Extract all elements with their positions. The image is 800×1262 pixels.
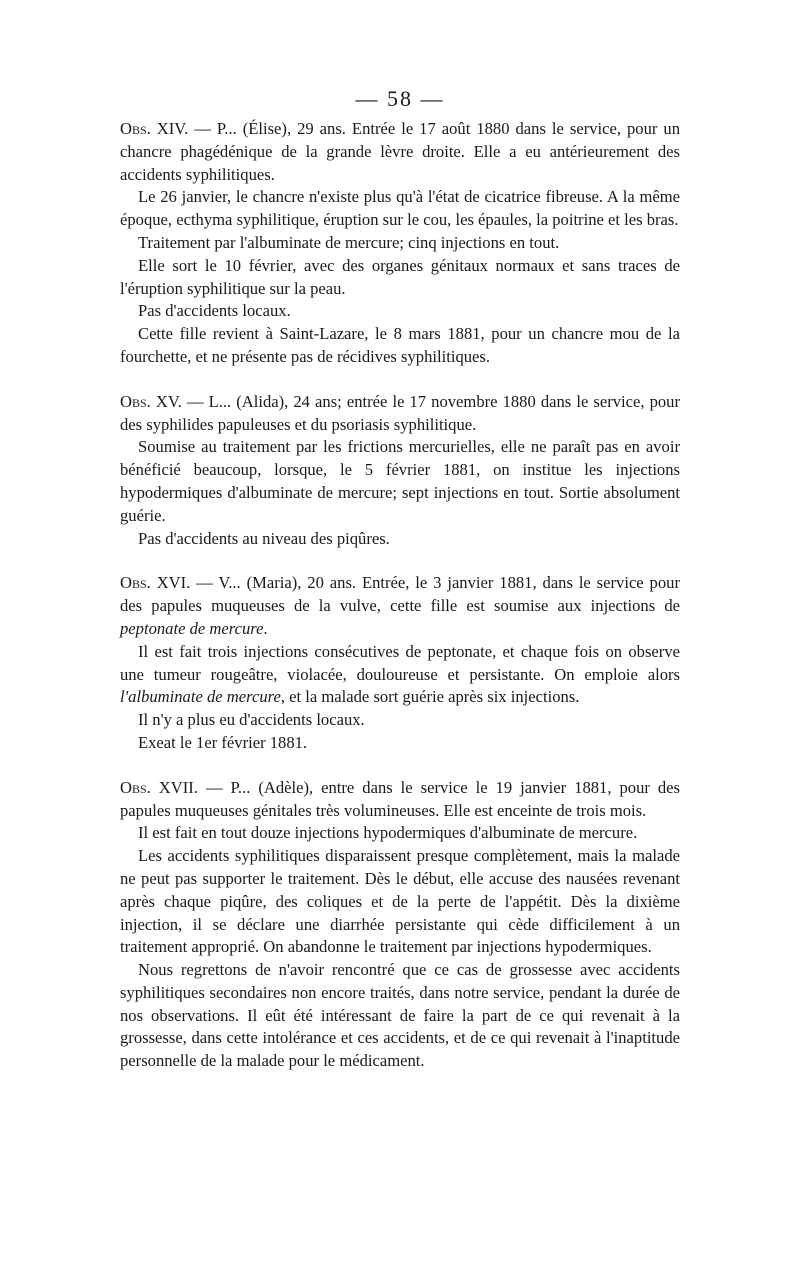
paragraph-text: .: [263, 618, 268, 638]
observation-label: Obs. XV.: [120, 391, 182, 411]
italic-term: l'albuminate de mercure: [120, 687, 281, 707]
observation-label: Obs. XIV.: [120, 119, 189, 138]
paragraph: Il n'y a plus eu d'accidents locaux.: [138, 710, 365, 730]
observation-label: Obs. XVI.: [120, 573, 191, 593]
paragraph: Pas d'accidents au niveau des piqûres.: [138, 528, 390, 548]
paragraph-text: — P... (Élise), 29 ans. Entrée le 17 août 1880 dans le service, pour un chancre phagédénique de la grande lèvre droite. Elle a eu antérieurement des accidents syphilitiques.: [120, 119, 680, 184]
paragraph: Cette fille revient à Saint-Lazare, le 8 mars 1881, pour un chancre mou de la fourchette, et ne présente pas de récidives syphilitiques.: [120, 324, 680, 366]
paragraph: [120, 777, 680, 823]
paragraph-text: , et la malade sort guérie après six injections.: [280, 687, 580, 707]
paragraph: [120, 391, 680, 437]
paragraph-text: Il est fait trois injections consécutives de peptonate, et chaque fois on observe une tumeur rougeâtre, violacée, douloureuse et persistante. On emploie alors: [120, 641, 680, 684]
paragraph: Elle sort le 10 février, avec des organes génitaux normaux et sans traces de l'éruption syphilitique sur la peau.: [120, 255, 680, 298]
paragraph-text: — L... (Alida), 24 ans; entrée le 17 novembre 1880 dans le service, pour des syphilides papuleuses et du psoriasis syphilitique.: [120, 391, 680, 434]
paragraph: [120, 118, 680, 186]
observation-label: Obs. XVII.: [120, 777, 198, 797]
paragraph: Traitement par l'albuminate de mercure; cinq injections en tout.: [138, 232, 560, 252]
body-text: [120, 118, 680, 1095]
page-number: — 58 —: [355, 86, 445, 111]
paragraph: [120, 641, 680, 709]
paragraph: Exeat le 1er février 1881.: [138, 732, 308, 752]
paragraph-text: — V... (Maria), 20 ans. Entrée, le 3 janvier 1881, dans le service pour des papules muqueuses de la vulve, cette fille est soumise aux injections de: [120, 573, 680, 616]
observation-xiv: [120, 118, 680, 369]
paragraph: Il est fait en tout douze injections hypodermiques d'albuminate de mercure.: [138, 823, 638, 843]
paragraph: Pas d'accidents locaux.: [138, 301, 291, 321]
paragraph: [120, 572, 680, 640]
paragraph-text: — P... (Adèle), entre dans le service le 19 janvier 1881, pour des papules muqueuses génitales très volumineuses. Elle est enceinte de trois mois.: [120, 777, 680, 820]
italic-term: peptonate de mercure: [120, 618, 264, 638]
observation-xv: [120, 391, 680, 551]
paragraph: Nous regrettons de n'avoir rencontré que ce cas de grossesse avec accidents syphilitiques secondaires non encore traités, dans notre service, pendant la durée de nos observations. Il eût été intéressant de faire la part de ce qui revenait à la grossesse, dans cette intolérance et ces accidents, et de ce qui revenait à l'inaptitude personnelle de la malade pour le médicament.: [120, 960, 680, 1071]
paragraph: Les accidents syphilitiques disparaissent presque complètement, mais la malade ne peut pas supporter le traitement. Dès le début, elle accuse des nausées revenant après chaque piqûre, des coliques et de la perte de l'appétit. Dès la dixième injection, il se déclare une diarrhée persistante qui cède difficilement à un traitement approprié. On abandonne le traitement par injections hypodermiques.: [120, 846, 680, 957]
paragraph: Soumise au traitement par les frictions mercurielles, elle ne paraît pas en avoir bénéficié beaucoup, lorsque, le 5 février 1881, on institue les injections hypodermiques d'albuminate de mercure; sept injections en tout. Sortie absolument guérie.: [120, 437, 680, 525]
observation-xvii: [120, 777, 680, 1073]
paragraph: Le 26 janvier, le chancre n'existe plus qu'à l'état de cicatrice fibreuse. A la même époque, ecthyma syphilitique, éruption sur le cou, les épaules, la poitrine et les bras.: [120, 187, 680, 230]
observation-xvi: [120, 572, 680, 754]
